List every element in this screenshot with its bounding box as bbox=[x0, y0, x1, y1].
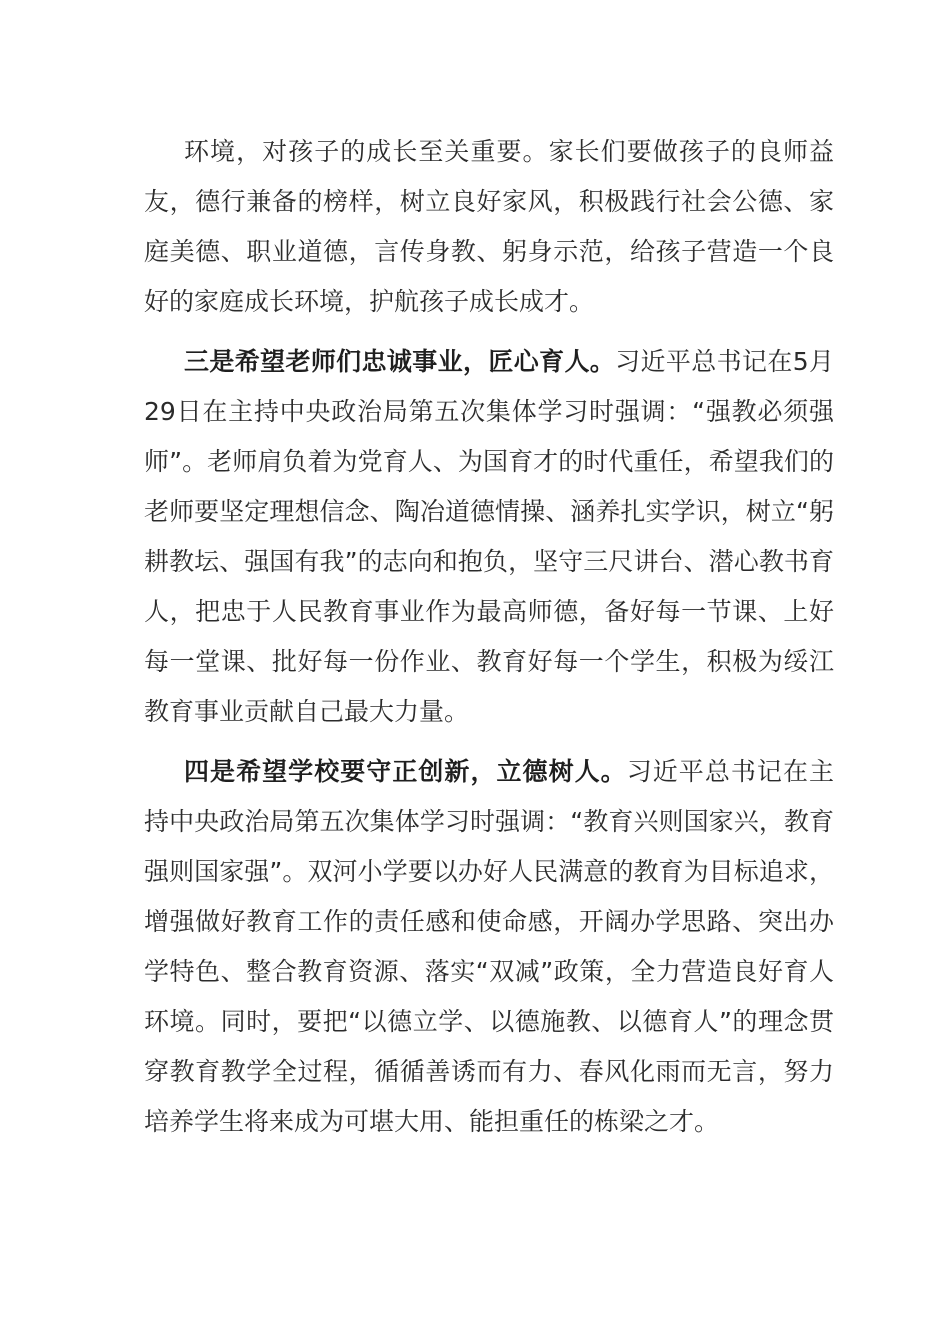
paragraph-1 bbox=[144, 127, 834, 327]
paragraph-2-text: 习近平总书记在5月29日在主持中央政治局第五次集体学习时强调：“强教必须强师”。老师肩负着为党育人、为国育才的时代重任，希望我们的老师要坚定理想信念、陶冶道德情操、涵养扎实学识，树立“躬耕教坛、强国有我”的志向和抱负，坚守三尺讲台、潜心教书育人，把忠于人民教育事业作为最高师德，备好每一节课、上好每一堂课、批好每一份作业、教育好每一个学生，积极为绥江教育事业贡献自己最大力量。 bbox=[144, 347, 834, 726]
paragraph-3-text: 习近平总书记在主持中央政治局第五次集体学习时强调：“教育兴则国家兴，教育强则国家强”。双河小学要以办好人民满意的教育为目标追求，增强做好教育工作的责任感和使命感，开阔办学思路、突出办学特色、整合教育资源、落实“双减”政策，全力营造良好育人环境。同时，要把“以德立学、以德施教、以德育人”的理念贯穿教育教学全过程，循循善诱而有力、春风化雨而无言，努力培养学生将来成为可堪大用、能担重任的栋梁之才。 bbox=[144, 757, 834, 1136]
paragraph-1-text: 环境，对孩子的成长至关重要。家长们要做孩子的良师益友，德行兼备的榜样，树立良好家风，积极践行社会公德、家庭美德、职业道德，言传身教、躬身示范，给孩子营造一个良好的家庭成长环境，护航孩子成长成才。 bbox=[144, 137, 834, 316]
paragraph-2-lead: 三是希望老师们忠诚事业，匠心育人。 bbox=[184, 347, 616, 376]
paragraph-2 bbox=[144, 337, 834, 737]
paragraph-3-lead: 四是希望学校要守正创新，立德树人。 bbox=[184, 757, 627, 786]
document-body bbox=[144, 127, 834, 1147]
paragraph-3 bbox=[144, 747, 834, 1147]
